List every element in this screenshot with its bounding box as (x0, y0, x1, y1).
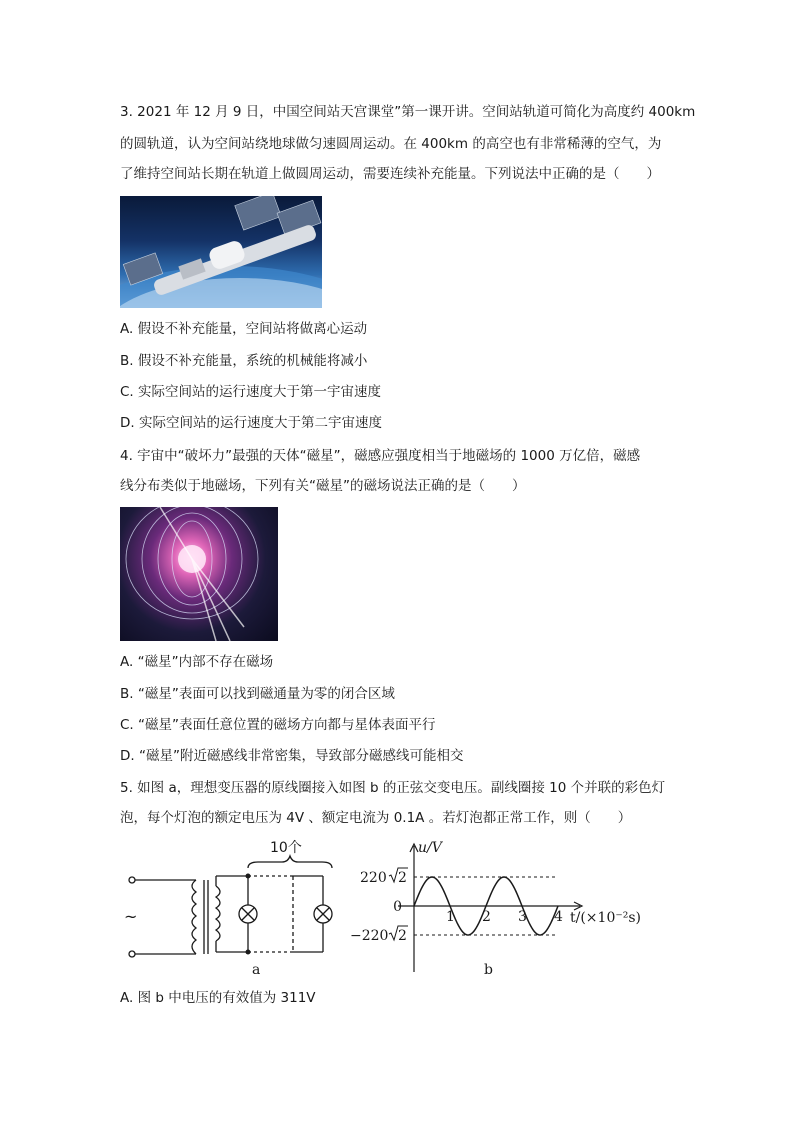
space-station-photo (120, 196, 322, 308)
x-tick-label-1: 1 (446, 909, 455, 925)
q3-option-c: C. 实际空间站的运行速度大于第一宇宙速度 (120, 384, 382, 400)
q3-stem-line-3: 了维持空间站长期在轨道上做圆周运动，需要连续补充能量。下列说法中正确的是（ ） (120, 166, 660, 182)
space-station-illustration (120, 196, 322, 308)
y-axis-label: u/V (418, 840, 442, 856)
q3-option-a: A. 假设不补充能量，空间站将做离心运动 (120, 321, 368, 337)
q5-option-a: A. 图 b 中电压的有效值为 311V (120, 990, 316, 1006)
q4-option-c: C. “磁星”表面任意位置的磁场方向都与星体表面平行 (120, 717, 436, 733)
negative-peak-value: −220 (350, 928, 389, 944)
negative-peak-sqrt: 2 (398, 928, 407, 944)
negative-peak-label (350, 926, 408, 944)
q5-stem-line-1: 5. 如图 a，理想变压器的原线圈接入如图 b 的正弦交变电压。副线圈接 10 个并联的彩色灯 (120, 780, 666, 796)
x-tick-label-2: 2 (482, 909, 491, 925)
q4-stem-line-2: 线分布类似于地磁场，下列有关“磁星”的磁场说法正确的是（ ） (120, 478, 526, 494)
bulb-count-label: 10个 (270, 840, 302, 856)
q3-stem-line-2: 的圆轨道，认为空间站绕地球做匀速圆周运动。在 400km 的高空也有非常稀薄的空气，为 (120, 136, 662, 152)
q4-option-d: D. “磁星”附近磁感线非常密集，导致部分磁感线可能相交 (120, 748, 464, 764)
figure-b-caption: b (484, 962, 493, 978)
q3-option-b: B. 假设不补充能量，系统的机械能将减小 (120, 353, 368, 369)
voltage-graph (348, 836, 648, 981)
q5-stem-line-2: 泡，每个灯泡的额定电压为 4V 、额定电流为 0.1A 。若灯泡都正常工作，则（ ） (120, 810, 632, 826)
figure-a-caption: a (252, 962, 261, 978)
q3-stem-line-1: 3. 2021 年 12 月 9 日，中国空间站天宫课堂”第一课开讲。空间站轨道可简化为高度约 400km (120, 104, 696, 120)
magnetar-illustration (120, 507, 278, 641)
magnetar-photo (120, 507, 278, 641)
positive-peak-value: 220 (360, 870, 387, 886)
q4-option-b: B. “磁星”表面可以找到磁通量为零的闭合区域 (120, 686, 395, 702)
q4-stem-line-1: 4. 宇宙中“破坏力”最强的天体“磁星”，磁感应强度相当于地磁场的 1000 万亿倍，磁感 (120, 448, 641, 464)
ac-source-symbol: ~ (124, 907, 138, 926)
x-tick-label-4: 4 (554, 909, 563, 925)
transformer-circuit-diagram (118, 836, 348, 981)
x-axis-label: t/(×10⁻²s) (570, 910, 641, 926)
x-tick-label-3: 3 (518, 909, 527, 925)
positive-peak-label (360, 868, 408, 886)
q4-option-a: A. “磁星”内部不存在磁场 (120, 654, 274, 670)
positive-peak-sqrt: 2 (398, 870, 407, 886)
origin-label: 0 (393, 899, 402, 915)
q3-option-d: D. 实际空间站的运行速度大于第二宇宙速度 (120, 415, 382, 431)
